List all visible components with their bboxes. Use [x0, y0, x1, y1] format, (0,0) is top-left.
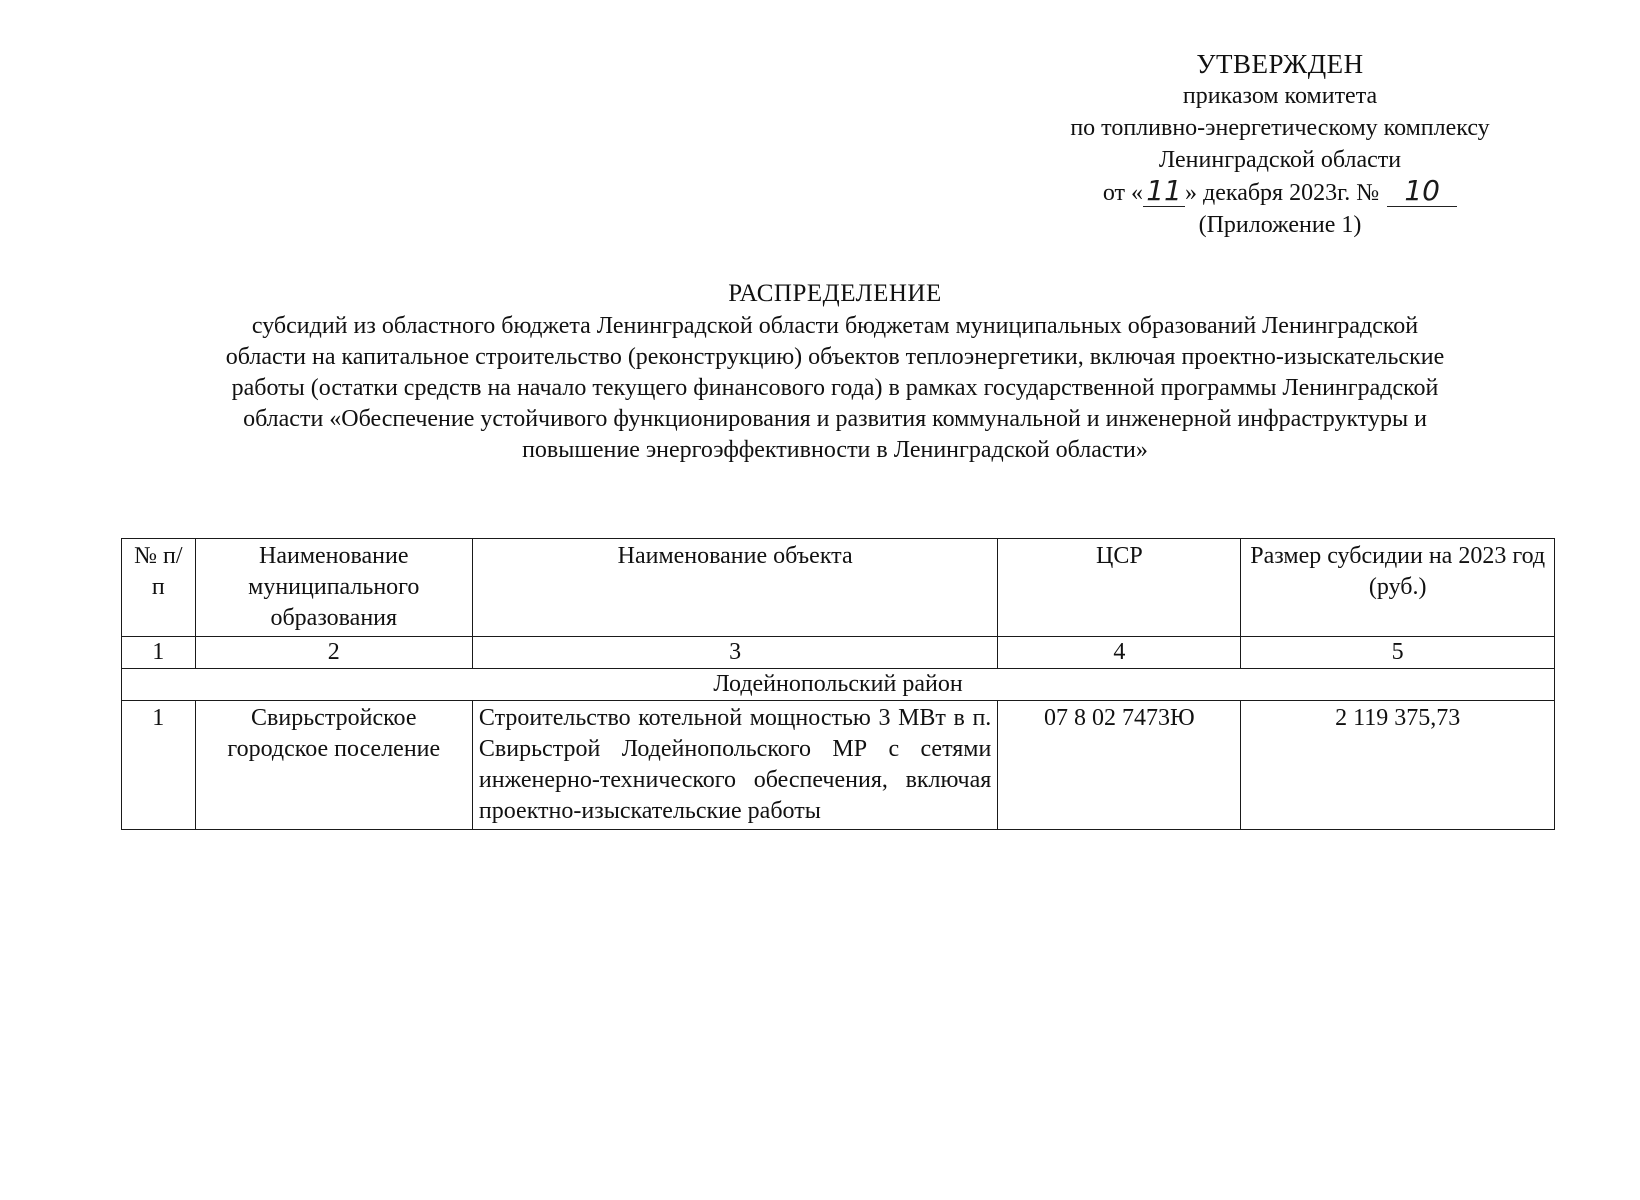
column-number: 4 — [998, 637, 1241, 669]
approval-stamp: УТВЕРЖДЕН — [1196, 49, 1364, 79]
handwritten-order-number: 10 — [1387, 176, 1457, 207]
column-number-row — [122, 637, 1555, 669]
subtitle-line-1: субсидий из областного бюджета Ленинградской области бюджетам муниципальных образований Ленинградской — [251, 313, 1419, 339]
row-amount: 2 119 375,73 — [1241, 701, 1555, 830]
subtitle-line-3: работы (остатки средств на начало текущего финансового года) в рамках государственной программы Ленинградской — [231, 375, 1439, 401]
subtitle-line-5: повышение энергоэффективности в Ленинградской области» — [522, 437, 1148, 463]
row-num: 1 — [122, 701, 196, 830]
approval-line-3: Ленинградской области — [1158, 147, 1402, 173]
header-municipality: Наименование муниципального образования — [195, 539, 472, 637]
approval-appendix: (Приложение 1) — [1198, 212, 1362, 238]
column-number: 3 — [472, 637, 997, 669]
subtitle-line-2: области на капитальное строительство (реконструкцию) объектов теплоэнергетики, включая проектно-изыскательские — [225, 344, 1445, 370]
header-num: № п/п — [122, 539, 196, 637]
approval-block — [1020, 48, 1540, 241]
header-amount: Размер субсидии на 2023 год (руб.) — [1241, 539, 1555, 637]
handwritten-day: 11 — [1143, 176, 1185, 207]
date-prefix: от « — [1102, 180, 1144, 206]
column-number: 1 — [122, 637, 196, 669]
subsidy-table — [121, 538, 1555, 830]
column-number: 2 — [195, 637, 472, 669]
approval-line-2: по топливно-энергетическому комплексу — [1070, 115, 1490, 141]
row-municipality: Свирьстройское городское поселение — [195, 701, 472, 830]
table-header-row — [122, 539, 1555, 637]
table-row — [122, 701, 1555, 830]
document-title: РАСПРЕДЕЛЕНИЕ — [728, 280, 942, 307]
region-name: Лодейнопольский район — [122, 669, 1555, 701]
subtitle-line-4: области «Обеспечение устойчивого функционирования и развития коммунальной и инженерной инфраструктуры и — [243, 406, 1427, 432]
header-object: Наименование объекта — [472, 539, 997, 637]
region-row — [122, 669, 1555, 701]
approval-line-1: приказом комитета — [1182, 83, 1378, 109]
date-suffix: » декабря 2023г. № — [1185, 180, 1380, 206]
row-object: Строительство котельной мощностью 3 МВт в п. Свирьстрой Лодейнопольского МР с сетями инженерно-технического обеспечения, включая проектно-изыскательские работы — [472, 701, 997, 830]
column-number: 5 — [1241, 637, 1555, 669]
header-csr: ЦСР — [998, 539, 1241, 637]
approval-date-line — [1020, 176, 1540, 209]
row-csr: 07 8 02 7473Ю — [998, 701, 1241, 830]
document-title-block — [120, 278, 1550, 466]
